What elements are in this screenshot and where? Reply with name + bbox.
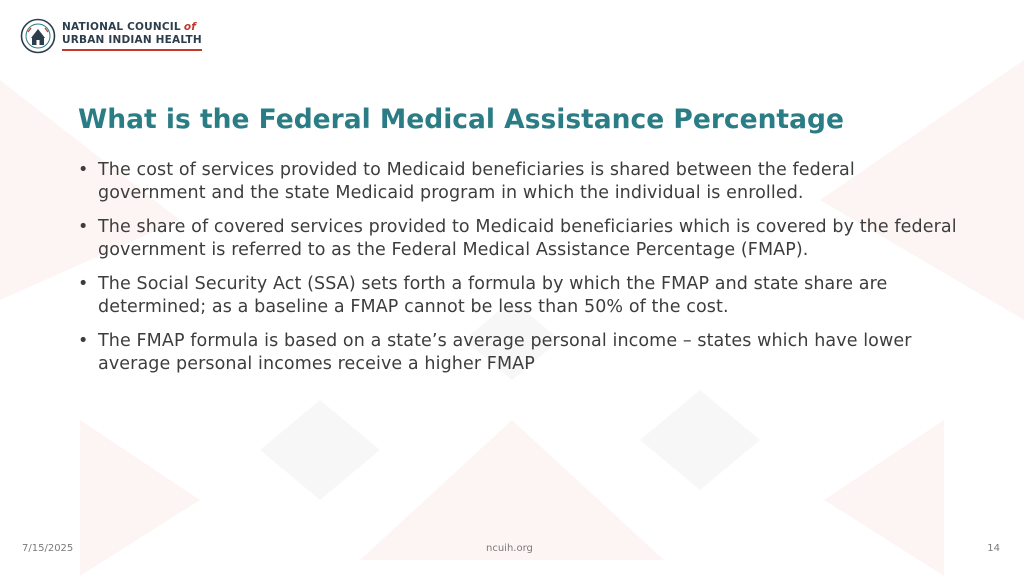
- logo-of-word: of: [183, 21, 196, 33]
- logo-line-2: URBAN INDIAN HEALTH: [62, 34, 202, 46]
- bullet-item: [78, 159, 958, 204]
- bullet-item: [78, 330, 958, 375]
- ncuih-seal-icon: [20, 18, 56, 54]
- organization-logo: [20, 18, 202, 54]
- bullet-dot: •: [78, 331, 89, 351]
- bullet-list: [78, 159, 958, 387]
- logo-underline: [62, 49, 202, 51]
- page-number: 14: [987, 543, 1000, 554]
- bullet-dot: •: [78, 160, 89, 180]
- footer-date: 7/15/2025: [22, 543, 74, 554]
- logo-line-1: [62, 21, 202, 34]
- slide-title: What is the Federal Medical Assistance Percentage: [78, 104, 844, 135]
- bullet-text: The FMAP formula is based on a state’s average personal income – states which have lower average personal incomes receive a higher FMAP: [98, 331, 912, 374]
- bullet-item: [78, 216, 958, 261]
- bullet-dot: •: [78, 274, 89, 294]
- bullet-text: The cost of services provided to Medicaid beneficiaries is shared between the federal government and the state Medicaid program in which the individual is enrolled.: [98, 160, 855, 203]
- bullet-text: The share of covered services provided to Medicaid beneficiaries which is covered by the federal government is referred to as the Federal Medical Assistance Percentage (FMAP).: [98, 217, 957, 260]
- footer-website: ncuih.org: [486, 543, 533, 554]
- logo-wordmark: [62, 21, 202, 51]
- bullet-item: [78, 273, 958, 318]
- bullet-text: The Social Security Act (SSA) sets forth a formula by which the FMAP and state share are determined; as a baseline a FMAP cannot be less than 50% of the cost.: [98, 274, 888, 317]
- bullet-dot: •: [78, 217, 89, 237]
- logo-national-council: NATIONAL COUNCIL: [62, 21, 181, 33]
